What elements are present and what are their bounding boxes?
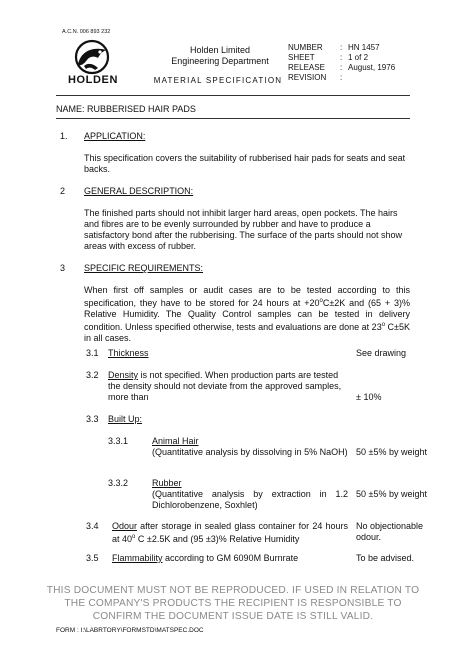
item-title-animal-hair: Animal Hair — [152, 436, 199, 446]
flammability-text — [112, 553, 348, 564]
item-title-flammability: Flammability — [112, 553, 163, 563]
application-text: This specification covers the suitability of rubberised hair pads for seats and seat backs. — [84, 153, 406, 174]
meta-key: REVISION — [288, 73, 327, 82]
name-rule — [56, 118, 410, 119]
animal-hair-value: 50 ±5% by weight — [356, 447, 427, 457]
item-title-thickness: Thickness — [108, 348, 149, 358]
meta-colon: : — [340, 43, 343, 52]
section-number: 1. — [60, 131, 68, 141]
rubber-value: 50 ±5% by weight — [356, 489, 427, 499]
density-value: ± 10% — [356, 392, 382, 402]
superscript: o — [132, 534, 136, 540]
reproduction-warning-line: THE COMPANY'S PRODUCTS THE RECIPIENT IS RESPONSIBLE TO — [64, 598, 402, 609]
text-run: When first off samples or audit cases are to be tested according to this specification, they have to be stored for 24 hours at +20 — [84, 285, 410, 308]
form-reference: FORM : I:\LABRTORY\FORMSTD\MATSPEC.DOC — [56, 627, 204, 634]
animal-hair-text: (Quantitative analysis by dissolving in 5% NaOH) — [152, 447, 348, 457]
item-number: 3.3.1 — [108, 436, 129, 446]
meta-colon: : — [340, 73, 343, 82]
meta-colon: : — [340, 63, 343, 72]
part-name: NAME: RUBBERISED HAIR PADS — [56, 104, 196, 114]
item-number: 3.3.2 — [108, 478, 129, 488]
item-number: 3.4 — [86, 521, 99, 531]
meta-key: SHEET — [288, 53, 315, 62]
text-run: is not specified. When production parts are tested the density should not deviate from the approved samples, more than — [108, 370, 342, 402]
section-title-application: APPLICATION: — [84, 131, 146, 141]
company-name: Holden Limited — [189, 45, 251, 55]
meta-key: NUMBER — [288, 43, 323, 52]
superscript: o — [319, 298, 323, 304]
item-number: 3.2 — [86, 370, 99, 380]
item-title-density: Density — [108, 370, 139, 380]
text-run: after storage in sealed glass container for 24 hours at 40 — [112, 521, 348, 544]
meta-colon: : — [340, 53, 343, 62]
text-run: according to GM 6090M Burnrate — [162, 553, 299, 563]
document-type: MATERIAL SPECIFICATION — [153, 76, 283, 85]
superscript: o — [381, 322, 386, 328]
reproduction-warning-line: CONFIRM THE DOCUMENT ISSUE DATE IS STILL VALID. — [92, 611, 374, 622]
section-title-general-description: GENERAL DESCRIPTION: — [84, 186, 194, 196]
text-run: C ±2.5K and (95 ±3)% Relative Humidity — [135, 534, 300, 544]
reproduction-warning-line: THIS DOCUMENT MUST NOT BE REPRODUCED. IF USED IN RELATION TO — [46, 585, 420, 596]
acn-number: A.C.N. 006 893 232 — [62, 29, 111, 35]
odour-value: No objectionable odour. — [356, 521, 424, 542]
department-name: Engineering Department — [171, 56, 269, 66]
general-description-text: The finished parts should not inhibit larger hard areas, open pockets. The hairs and fibres are to be evenly surrounded by rubber and have to produce a satisfactory bond after the rubberising. The surface of the parts should not show areas with excess of rubber. — [84, 208, 403, 251]
meta-value: HN 1457 — [348, 43, 380, 52]
text-run: C±5K in all cases. — [84, 322, 410, 343]
odour-text — [112, 521, 348, 545]
item-number: 3.3 — [86, 414, 99, 424]
item-title-odour: Odour — [112, 521, 138, 531]
thickness-value: See drawing — [356, 348, 407, 358]
item-number: 3.1 — [86, 348, 99, 358]
density-text — [108, 370, 352, 403]
meta-key: RELEASE — [288, 63, 325, 72]
brand-wordmark: HOLDEN — [67, 74, 119, 86]
section-title-specific-requirements: SPECIFIC REQUIREMENTS: — [84, 263, 204, 273]
section-number: 2 — [60, 186, 66, 196]
item-title-rubber: Rubber — [152, 478, 182, 488]
meta-value: August, 1976 — [348, 63, 396, 72]
item-number: 3.5 — [86, 553, 99, 563]
rubber-text: (Quantitative analysis by extraction in 1.2 Dichlorobenzene, Soxhlet) — [152, 489, 348, 510]
section-number: 3 — [60, 263, 66, 273]
meta-value: 1 of 2 — [348, 53, 369, 62]
item-title-built-up: Built Up: — [108, 414, 143, 424]
specific-requirements-text — [84, 285, 410, 344]
text-run: C±2K and (65 + 3)% Relative Humidity. The Quality Control samples can be tested in delivery condition. Unless specified otherwise, tests and evaluations are done at 23 — [84, 298, 410, 332]
flammability-value: To be advised. — [356, 553, 415, 563]
header-rule — [56, 95, 410, 96]
